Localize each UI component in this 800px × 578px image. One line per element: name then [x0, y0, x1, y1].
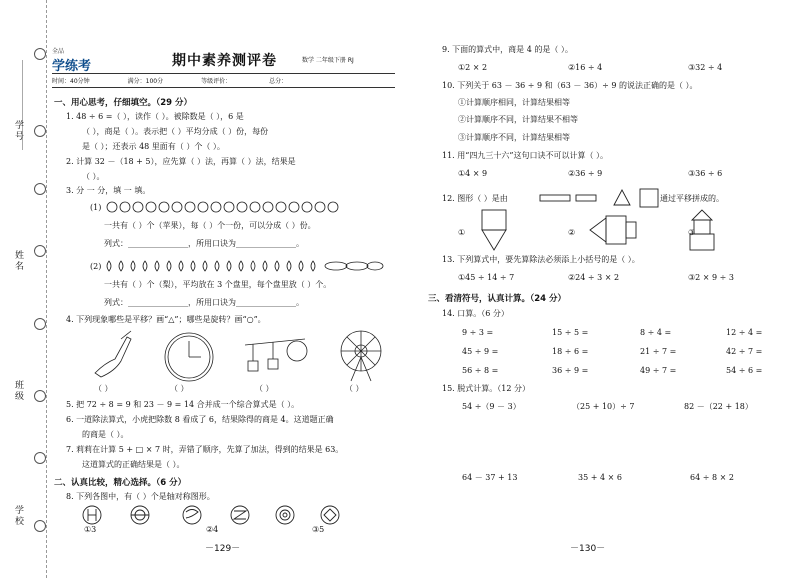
q3-part1-formula: 列式：_______________，所用口诀为_______________。 [104, 239, 304, 248]
section-2-heading: 二、认真比较，精心选择。（6 分） [54, 478, 187, 488]
total-label: 总分： [269, 78, 288, 85]
q4-answer-2: （ ） [170, 384, 189, 393]
question-7-line2: 这道算式的正确结果是（ ）。 [82, 460, 185, 469]
q3-part2-text: 一共有（ ）个（梨），平均放在 3 个盘里，每个盘里放（ ）个。 [104, 280, 332, 289]
oral-r1-c3: 8 ÷ 4 = [640, 328, 672, 337]
publisher-logo: 全品 学练考 [52, 48, 92, 74]
question-14: 14. 口算。（6 分） [442, 309, 509, 318]
page-number-right: －130－ [570, 544, 606, 554]
oral-r3-c4: 54 ÷ 6 = [726, 366, 763, 375]
oral-r2-c4: 42 ÷ 7 = [726, 347, 763, 356]
motion-pictures [85, 329, 385, 385]
oral-r3-c1: 56 ÷ 8 = [462, 366, 499, 375]
section-1-heading: 一、用心思考，仔细填空。（29 分） [54, 98, 193, 108]
binding-hole [34, 390, 46, 402]
question-10: 10. 下列关于 63 － 36 ÷ 9 和（63 － 36）÷ 9 的说法正确的是（ ）。 [442, 81, 698, 90]
question-4: 4. 下列现象哪些是平移？画“△”；哪些是旋转？画“○”。 [66, 315, 266, 324]
exam-title: 期中素养测评卷 [172, 53, 277, 69]
q12-option-1[interactable]: ① [458, 228, 466, 237]
q4-answer-3: （ ） [255, 384, 274, 393]
question-3: 3. 分 一 分，填 一 填。 [66, 186, 151, 195]
question-2-line2: （ ）。 [82, 172, 105, 181]
q3-part2-label: (2) [90, 262, 102, 271]
time-label: 时间：40分钟 [52, 78, 90, 85]
q13-option-2[interactable]: ②24 ÷ 3 × 2 [568, 273, 620, 282]
question-6: 6. 一道除法算式，小虎把除数 8 看成了 6，结果除得的商是 4。这道题正确 [66, 415, 334, 424]
question-2: 2. 计算 32 －（18 + 5），应先算（ ）法，再算（ ）法，结果是 [66, 157, 296, 166]
q12-option-3[interactable]: ③ [688, 228, 696, 237]
question-15: 15. 脱式计算。（12 分） [442, 384, 530, 393]
q4-answer-4: （ ） [345, 384, 364, 393]
question-7: 7. 莉莉在计算 5 + □ × 7 时，弄错了顺序，先算了加法，得到的结果是 63。 [66, 445, 344, 454]
oral-r3-c2: 36 ÷ 9 = [552, 366, 589, 375]
question-12: 12. 图形（ ）是由 [442, 194, 508, 203]
subject-label: 数学 二年级下册 RJ [302, 57, 354, 64]
binding-margin [0, 0, 47, 578]
oral-r3-c3: 49 ÷ 7 = [640, 366, 677, 375]
oral-r1-c4: 12 ÷ 4 = [726, 328, 763, 337]
pears-and-plates-figure [104, 255, 384, 273]
binding-hole [34, 452, 46, 464]
calc-6: 64 ÷ 8 × 2 [690, 473, 734, 482]
oral-r2-c2: 18 ÷ 6 = [552, 347, 589, 356]
question-11: 11. 用“四九三十六”这句口诀不可以计算（ ）。 [442, 151, 608, 160]
q9-option-2[interactable]: ②16 ÷ 4 [568, 63, 603, 72]
full-score-label: 满分：100分 [127, 78, 164, 85]
name-label: 姓名 [13, 250, 23, 272]
q10-option-2[interactable]: ②计算顺序不同，计算结果不相等 [458, 115, 578, 124]
calc-5: 35 + 4 × 6 [578, 473, 622, 482]
q9-option-1[interactable]: ①2 × 2 [458, 63, 488, 72]
q10-option-1[interactable]: ①计算顺序相同，计算结果相等 [458, 98, 570, 107]
binding-hole [34, 183, 46, 195]
q13-option-3[interactable]: ③2 × 9 ÷ 3 [688, 273, 735, 282]
question-12-tail: 通过平移拼成的。 [660, 194, 724, 203]
calc-1: 54 ÷（9 － 3） [462, 402, 521, 411]
q8-option-2[interactable]: ②4 [206, 525, 219, 534]
oral-r1-c1: 9 ÷ 3 = [462, 328, 494, 337]
q10-option-3[interactable]: ③计算顺序不同，计算结果相等 [458, 133, 570, 142]
question-1-line3: 是（ ）；还表示 48 里面有（ ）个（ ）。 [82, 142, 225, 151]
question-5: 5. 把 72 ÷ 8 = 9 和 23 － 9 = 14 合并成一个综合算式是（ ）。 [66, 400, 300, 409]
oral-r2-c3: 21 ÷ 7 = [640, 347, 677, 356]
symmetry-shapes [80, 503, 360, 527]
section-3-heading: 三、看清符号，认真计算。（24 分） [428, 294, 567, 304]
q3-part1-text: 一共有（ ）个（苹果），每（ ）个一份，可以分成（ ）份。 [104, 221, 316, 230]
calc-2: （25 + 10）÷ 7 [572, 402, 635, 411]
binding-hole [34, 125, 46, 137]
question-13: 13. 下列算式中，要先算除法必须添上小括号的是（ ）。 [442, 255, 640, 264]
apples-figure [104, 198, 354, 214]
q11-option-1[interactable]: ①4 × 9 [458, 169, 488, 178]
class-label: 班级 [13, 380, 23, 402]
grade-label: 等级评价： [201, 78, 232, 85]
calc-4: 64 － 37 + 13 [462, 473, 518, 482]
school-label: 学校 [13, 505, 23, 527]
question-1-line2: （ ），商是（ ）。表示把（ ）平均分成（ ）份，每份 [82, 127, 269, 136]
right-page [400, 0, 800, 578]
binding-hole [34, 318, 46, 330]
q4-answer-1: （ ） [94, 384, 113, 393]
binding-hole [34, 520, 46, 532]
info-bar [52, 73, 395, 88]
oral-r2-c1: 45 ÷ 9 = [462, 347, 499, 356]
question-6-line2: 的商是（ ）。 [82, 430, 129, 439]
student-id-label: 学号 [13, 120, 23, 142]
calc-3: 82 －（22 + 18） [684, 402, 753, 411]
q8-option-3[interactable]: ③5 [312, 525, 325, 534]
oral-r1-c2: 15 ÷ 5 = [552, 328, 589, 337]
q3-part2-formula: 列式：_______________，所用口诀为_______________。 [104, 298, 304, 307]
question-1: 1. 48 ÷ 6 =（ ），读作（ ）。被除数是（ ），6 是 [66, 112, 244, 121]
question-9: 9. 下面的算式中，商是 4 的是（ ）。 [442, 45, 573, 54]
q12-composite-shapes [472, 208, 732, 254]
q3-part1-label: (1) [90, 203, 102, 212]
page-number-left: －129－ [205, 544, 241, 554]
q12-option-2[interactable]: ② [568, 228, 576, 237]
binding-hole [34, 48, 46, 60]
q9-option-3[interactable]: ③32 ÷ 4 [688, 63, 723, 72]
q11-option-3[interactable]: ③36 ÷ 6 [688, 169, 723, 178]
q13-option-1[interactable]: ①45 ÷ 14 ÷ 7 [458, 273, 515, 282]
question-8: 8. 下列各图中，有（ ）个是轴对称图形。 [66, 492, 215, 501]
binding-hole [34, 245, 46, 257]
q11-option-2[interactable]: ②36 ÷ 9 [568, 169, 603, 178]
q8-option-1[interactable]: ①3 [84, 525, 97, 534]
